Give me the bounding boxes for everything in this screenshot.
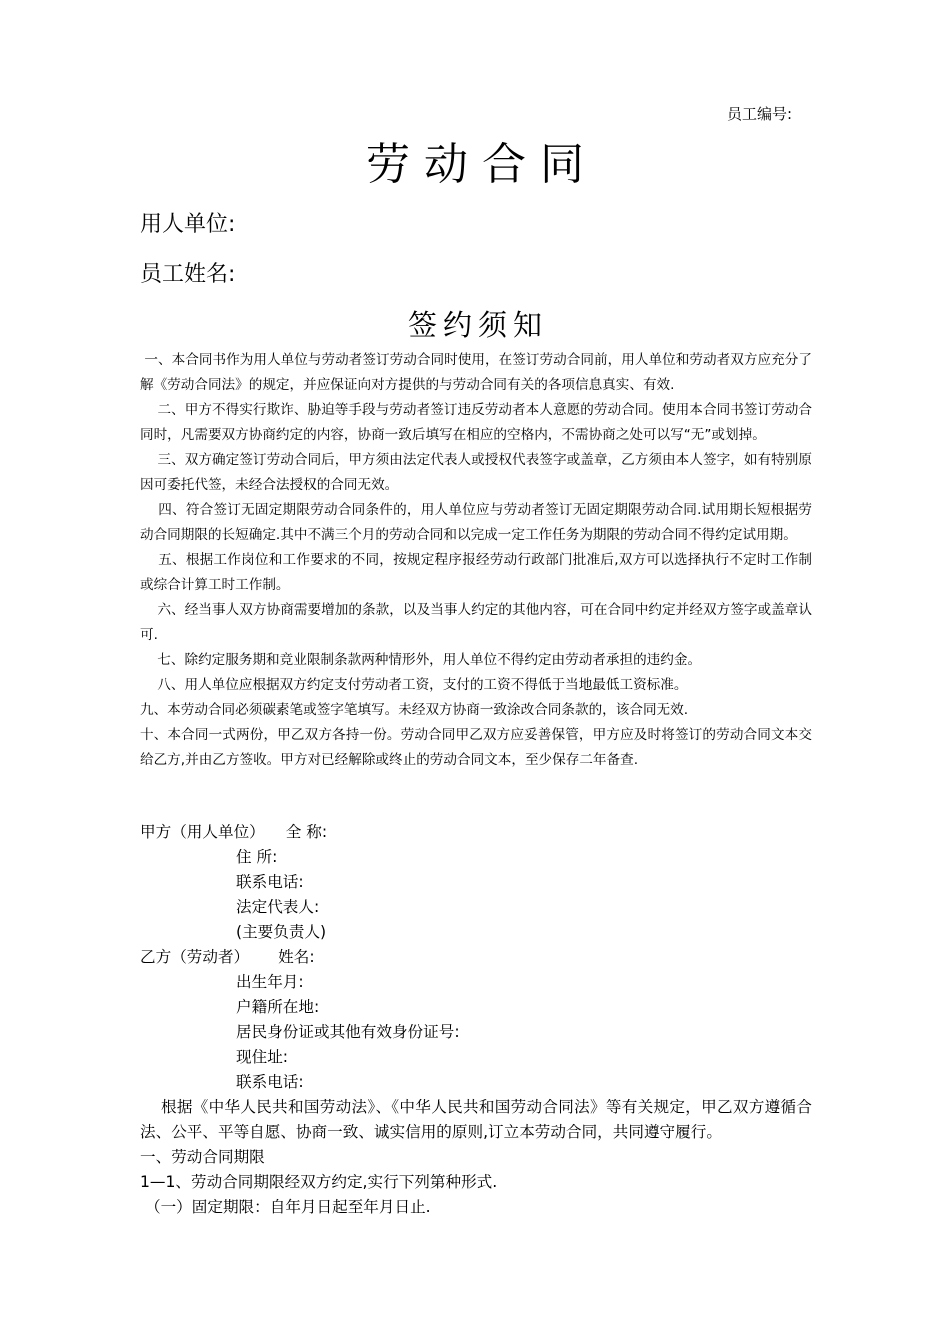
- contract-body: [140, 1095, 812, 1220]
- party-b-label: 乙方（劳动者）: [140, 948, 250, 966]
- employer-label: 用人单位:: [140, 212, 236, 237]
- party-b-name-label: 姓名:: [278, 948, 315, 966]
- notice-title: 签约须知: [407, 308, 548, 342]
- parties-block: [140, 820, 460, 1095]
- section-heading: 一、劳动合同期限: [140, 1148, 265, 1166]
- party-b-household-label: 户籍所在地:: [236, 998, 320, 1016]
- notice-item: 十、本合同一式两份，甲乙双方各持一份。劳动合同甲乙双方应妥善保管，甲方应及时将签订的劳动合同文本交给乙方,并由乙方签收。甲方对已经解除或终止的劳动合同文本，至少保存二年备查.: [140, 727, 812, 768]
- notice-item: 三、双方确定签订劳动合同后，甲方须由法定代表人或授权代表签字或盖章，乙方须由本人签字，如有特别原因可委托代签，未经合法授权的合同无效。: [140, 452, 812, 493]
- notice-item: 六、经当事人双方协商需要增加的条款，以及当事人约定的其他内容，可在合同中约定并经双方签字或盖章认可.: [140, 602, 812, 643]
- party-b-row: [140, 945, 460, 970]
- clause-option: （一）固定期限：自年月日起至年月日止.: [140, 1198, 431, 1216]
- party-a-legal-rep-label: 法定代表人:: [236, 898, 320, 916]
- notice-item: 八、用人单位应根据双方约定支付劳动者工资，支付的工资不得低于当地最低工资标准。: [140, 677, 688, 693]
- notice-item: 二、甲方不得实行欺诈、胁迫等手段与劳动者签订违反劳动者本人意愿的劳动合同。使用本合同书签订劳动合同时，凡需要双方协商约定的内容，协商一致后填写在相应的空格内，不需协商之处可以写“无”或划掉。: [140, 402, 812, 443]
- party-b-id-label: 居民身份证或其他有效身份证号:: [236, 1023, 460, 1041]
- party-a-row: [140, 820, 460, 845]
- party-a-phone-label: 联系电话:: [236, 873, 304, 891]
- party-b-birth-label: 出生年月:: [236, 973, 304, 991]
- notice-item: 七、除约定服务期和竞业限制条款两种情形外，用人单位不得约定由劳动者承担的违约金。: [140, 652, 702, 668]
- party-a-full-name-label: 全 称:: [285, 823, 328, 841]
- notice-item: 九、本劳动合同必须碳素笔或签字笔填写。未经双方协商一致涂改合同条款的，该合同无效.: [140, 702, 689, 718]
- preamble: 根据《中华人民共和国劳动法》、《中华人民共和国劳动合同法》等有关规定，甲乙双方遵循合法、公平、平等自愿、协商一致、诚实信用的原则,订立本劳动合同，共同遵守履行。: [140, 1098, 812, 1141]
- notice-item: 五、根据工作岗位和工作要求的不同，按规定程序报经劳动行政部门批准后,双方可以选择执行不定时工作制或综合计算工时工作制。: [140, 552, 812, 593]
- party-a-principal-label: (主要负责人): [236, 923, 327, 941]
- party-b-phone-label: 联系电话:: [236, 1073, 304, 1091]
- party-a-label: 甲方（用人单位）: [140, 823, 265, 841]
- notice-list: [140, 348, 812, 773]
- clause: 1—1、劳动合同期限经双方约定,实行下列第种形式.: [140, 1173, 498, 1191]
- employee-number-label: 员工编号:: [727, 105, 793, 123]
- party-b-residence-label: 现住址:: [236, 1048, 289, 1066]
- notice-item: 一、本合同书作为用人单位与劳动者签订劳动合同时使用，在签订劳动合同前，用人单位和劳动者双方应充分了解《劳动合同法》的规定，并应保证向对方提供的与劳动合同有关的各项信息真实、有效.: [140, 352, 812, 393]
- employee-name-label: 员工姓名:: [140, 262, 236, 287]
- notice-item: 四、符合签订无固定期限劳动合同条件的，用人单位应与劳动者签订无固定期限劳动合同.试用期长短根据劳动合同期限的长短确定.其中不满三个月的劳动合同和以完成一定工作任务为期限的劳动合同不得约定试用期。: [140, 502, 812, 543]
- party-a-address-label: 住 所:: [236, 848, 278, 866]
- contract-title: 劳动合同: [366, 139, 598, 190]
